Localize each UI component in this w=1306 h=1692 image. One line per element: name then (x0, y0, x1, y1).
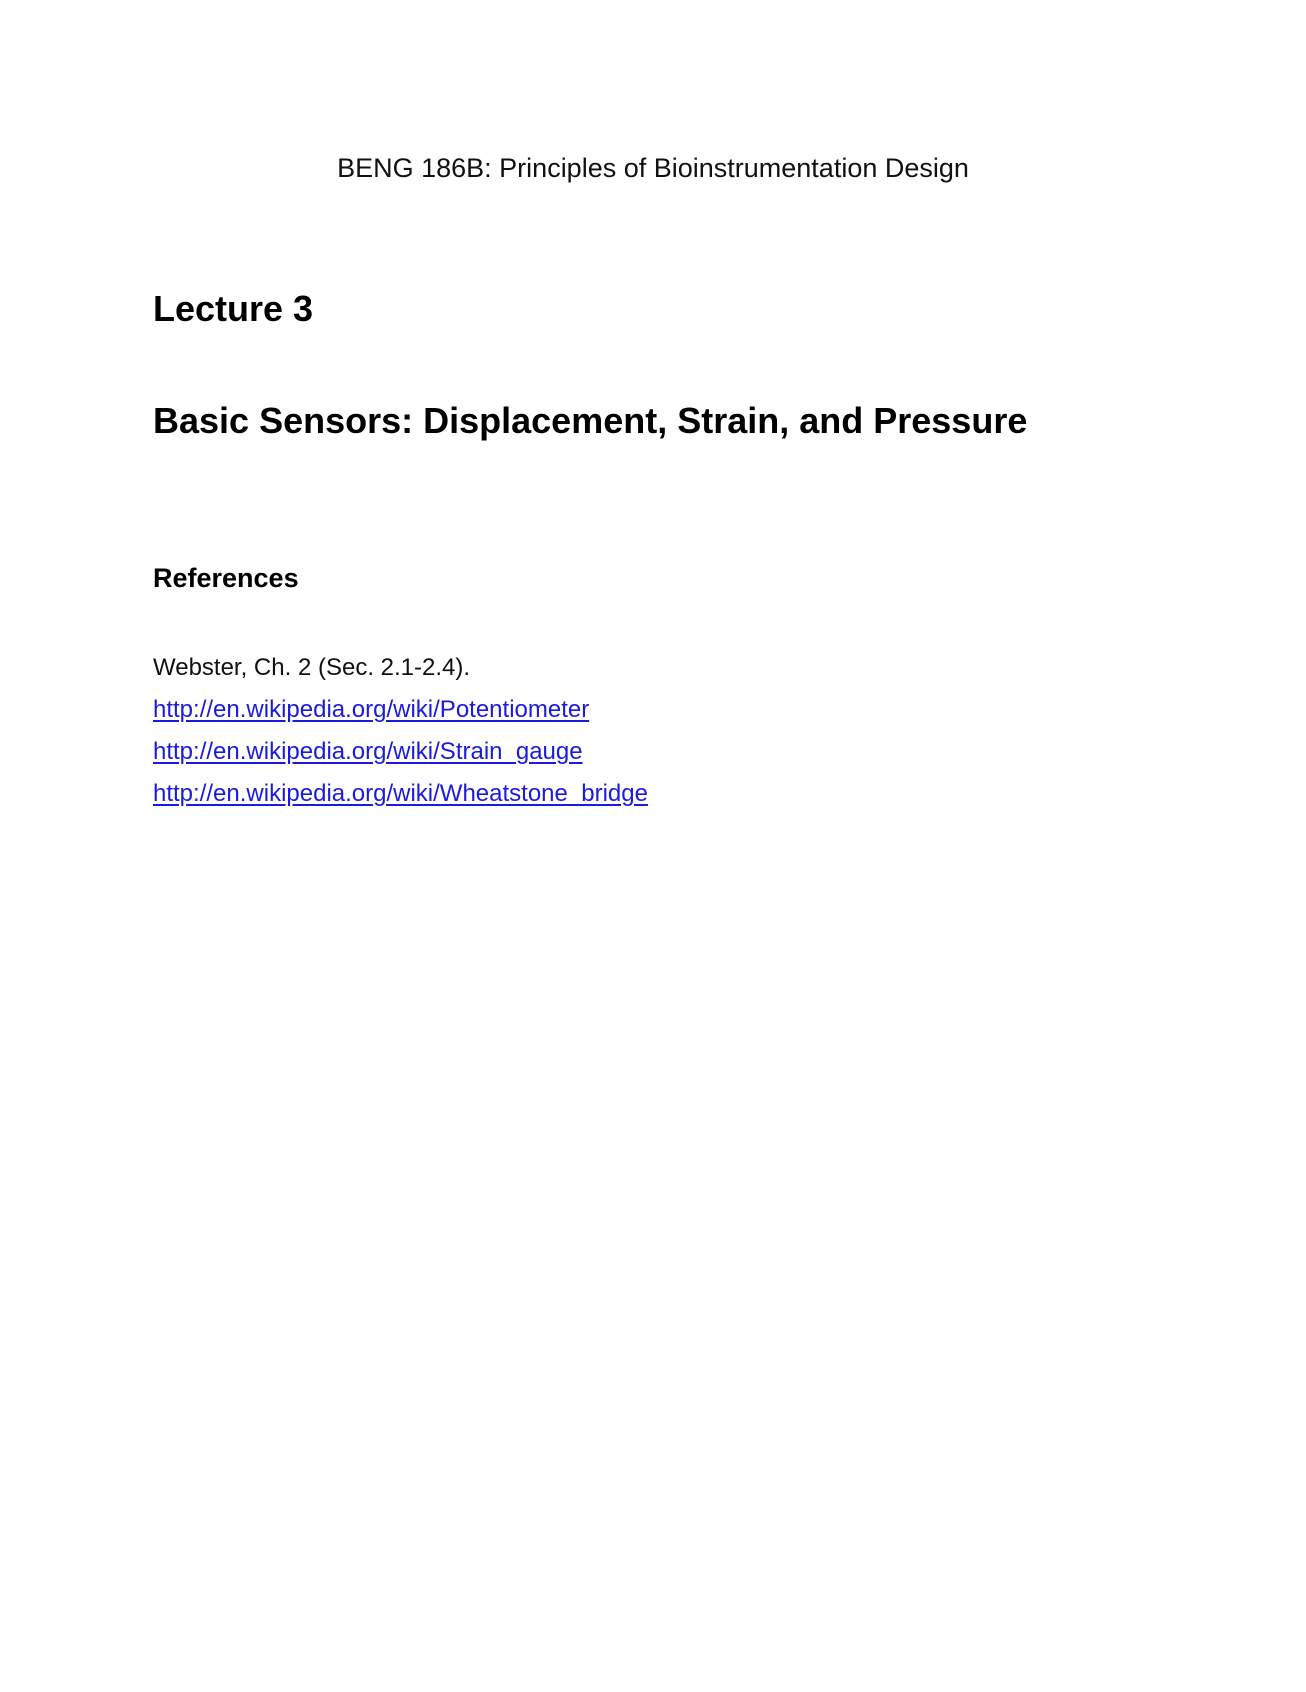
reference-textbook: Webster, Ch. 2 (Sec. 2.1-2.4). (153, 654, 471, 681)
wheatstone-bridge-link[interactable]: http://en.wikipedia.org/wiki/Wheatstone_bridge (153, 780, 648, 807)
references-heading: References (153, 563, 299, 593)
potentiometer-link[interactable]: http://en.wikipedia.org/wiki/Potentiometer (153, 696, 590, 723)
course-title: BENG 186B: Principles of Bioinstrumentation Design (337, 153, 969, 183)
reference-item (153, 689, 648, 731)
lecture-title: Basic Sensors: Displacement, Strain, and Pressure (153, 400, 1028, 441)
reference-item (153, 773, 648, 815)
strain-gauge-link[interactable]: http://en.wikipedia.org/wiki/Strain_gauge (153, 738, 583, 765)
references-list (153, 647, 648, 815)
lecture-number: Lecture 3 (153, 288, 314, 329)
reference-item (153, 731, 648, 773)
